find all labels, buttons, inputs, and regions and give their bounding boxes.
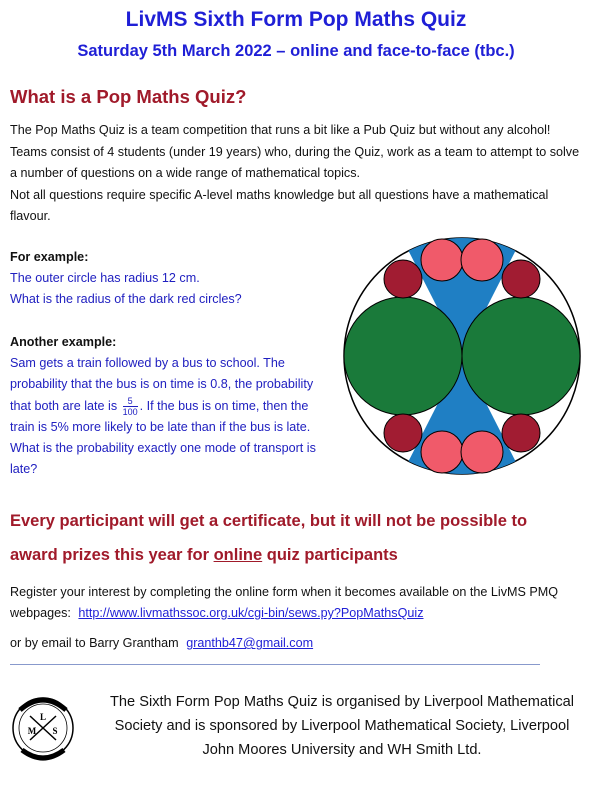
example-1-line-2: What is the radius of the dark red circles? — [10, 292, 242, 307]
section-heading-what-is: What is a Pop Maths Quiz? — [10, 86, 247, 107]
example-1-text — [10, 268, 330, 311]
fraction-denominator: 100 — [122, 406, 138, 417]
pink-circle-top-right — [461, 239, 503, 281]
event-date-subtitle: Saturday 5th March 2022 – online and face-to-face (tbc.) — [77, 42, 515, 60]
example-2-text-part-1: Sam gets a train followed by a bus to school. The probability that the bus is on time is 0.8, the probability that both are late is — [10, 356, 314, 413]
green-circle-left — [344, 297, 462, 415]
example-2-label: Another example: — [10, 335, 117, 349]
register-text — [10, 582, 585, 624]
certificate-notice-line-2 — [10, 546, 585, 565]
dark-red-circle-top-left — [384, 260, 422, 298]
divider-rule — [10, 664, 540, 665]
logo-letter-m: M — [27, 726, 37, 736]
dark-red-circle-bottom-left — [384, 414, 422, 452]
pink-circle-bottom-right — [461, 431, 503, 473]
probability-fraction — [123, 396, 138, 417]
dark-red-circle-top-right — [502, 260, 540, 298]
certificate-online-emphasis: online — [213, 546, 263, 564]
email-link[interactable]: granthb47@gmail.com — [186, 636, 314, 650]
example-2-text-part-2: . If the bus is on time, then the train is 5% more likely to be late than if the bus is late. What is the probability exactly one mode of transport is late? — [10, 398, 316, 477]
fraction-numerator: 5 — [123, 396, 138, 407]
email-contact-line — [10, 636, 313, 650]
certificate-line-2-before: award prizes this year for — [10, 546, 214, 564]
register-instructions: Register your interest by completing the online form when it becomes available on the LivMS PMQ webpages: — [10, 585, 559, 620]
organiser-sponsor-footer: The Sixth Form Pop Maths Quiz is organised by Liverpool Mathematical Society and is sponsored by Liverpool Mathematical Society, Liverpool John Moores University and WH Smith Ltd. — [110, 694, 574, 758]
certificate-notice-line-1: Every participant will get a certificate, but it will not be possible to — [10, 512, 528, 530]
example-2-text — [10, 353, 328, 481]
intro-paragraph-2: Not all questions require specific A-level maths knowledge but all questions have a mathematical flavour. — [10, 187, 549, 223]
email-prefix: or by email to Barry Grantham — [10, 636, 179, 650]
pink-circle-top-left — [421, 239, 463, 281]
livms-logo — [10, 688, 76, 768]
logo-letter-s: S — [52, 726, 58, 736]
green-circle-right — [462, 297, 580, 415]
pmq-webpage-link[interactable]: http://www.livmathssoc.org.uk/cgi-bin/sews.py?PopMathsQuiz — [78, 606, 424, 620]
pink-circle-bottom-left — [421, 431, 463, 473]
logo-letter-l: L — [39, 712, 47, 722]
intro-paragraph-1: The Pop Maths Quiz is a team competition that runs a bit like a Pub Quiz but without any alcohol! Teams consist of 4 students (under 19 years) who, during the Quiz, work as a team to attempt to solve a number of questions on a wide range of mathematical topics. — [10, 123, 580, 180]
page-title: LivMS Sixth Form Pop Maths Quiz — [125, 8, 467, 31]
circles-puzzle-figure — [342, 236, 582, 476]
dark-red-circle-bottom-right — [502, 414, 540, 452]
intro-text — [10, 120, 585, 228]
certificate-line-2-after: quiz participants — [262, 546, 398, 564]
example-1-line-1: The outer circle has radius 12 cm. — [10, 271, 200, 285]
example-1-label: For example: — [10, 250, 89, 264]
